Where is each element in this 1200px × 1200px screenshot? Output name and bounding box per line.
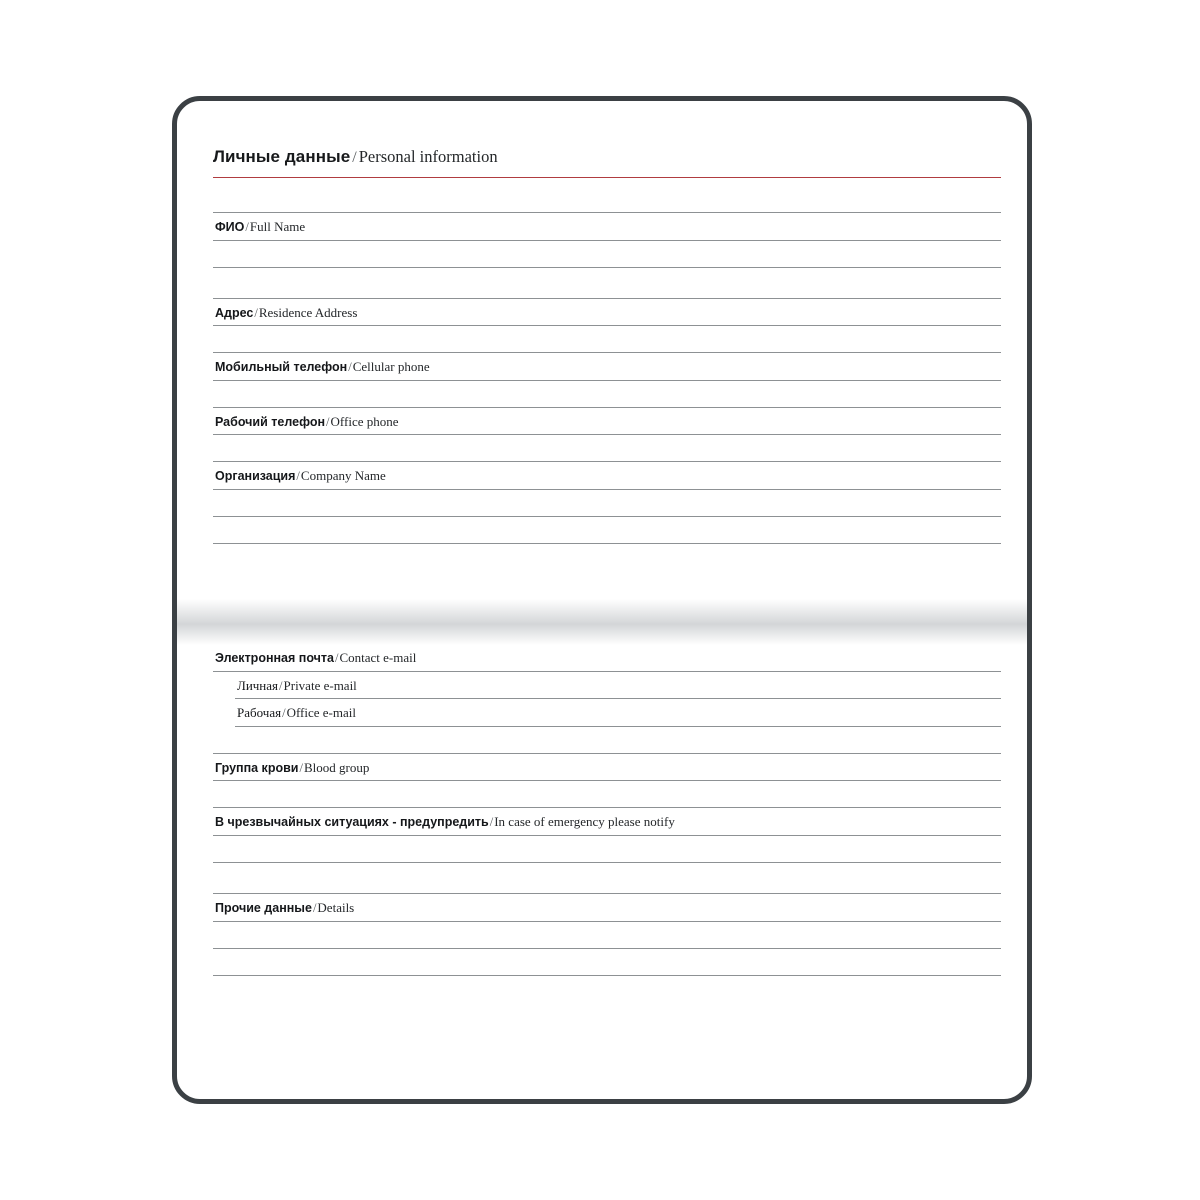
write-line[interactable] xyxy=(235,726,1001,727)
write-line[interactable] xyxy=(213,267,1001,268)
field-label-ru: Рабочий телефон xyxy=(215,414,326,429)
field-blood-group[interactable] xyxy=(213,753,1001,782)
field-label-separator: / xyxy=(489,815,494,830)
field-label-separator: / xyxy=(296,469,300,484)
write-line[interactable] xyxy=(213,325,1001,326)
field-label-ru: ФИО xyxy=(215,220,245,234)
page-title-ru: Личные данные xyxy=(213,147,351,166)
field-label-details xyxy=(213,894,1001,921)
field-label-en: Details xyxy=(317,899,355,915)
field-label-ru: Адрес xyxy=(215,305,254,320)
field-label-office-email xyxy=(213,699,1001,726)
field-label-ru: Организация xyxy=(215,469,296,484)
field-label-en: Cellular phone xyxy=(352,359,430,375)
page-title-separator: / xyxy=(352,149,357,166)
write-line[interactable] xyxy=(213,543,1001,544)
field-label-separator: / xyxy=(326,414,330,429)
page-title xyxy=(213,147,1001,174)
field-emergency-contact[interactable] xyxy=(213,807,1001,863)
field-label-separator: / xyxy=(334,650,339,665)
field-label-ru: Группа крови xyxy=(215,760,299,775)
field-label-en: Residence Address xyxy=(258,304,358,320)
field-label-separator: / xyxy=(282,706,286,721)
field-residence-address[interactable] xyxy=(213,298,1001,327)
field-label-blood-group xyxy=(213,754,1001,781)
field-label-emergency-contact xyxy=(213,808,1001,835)
field-label-ru: Личная xyxy=(237,677,279,693)
field-label-ru: В чрезвычайных ситуациях - предупредить xyxy=(215,815,489,830)
notebook-page xyxy=(172,96,1032,1104)
field-label-contact-email xyxy=(213,644,1001,671)
field-company-name[interactable] xyxy=(213,461,1001,544)
write-line[interactable] xyxy=(213,862,1001,863)
field-contact-email[interactable] xyxy=(213,644,1001,727)
field-label-full-name xyxy=(213,213,1001,240)
field-label-ru: Прочие данные xyxy=(215,900,312,915)
field-label-ru: Рабочая xyxy=(237,705,282,721)
field-office-phone[interactable] xyxy=(213,407,1001,436)
field-full-name[interactable] xyxy=(213,212,1001,268)
field-label-en: Contact e-mail xyxy=(339,649,417,665)
page-title-en: Personal information xyxy=(358,147,498,166)
field-label-ru: Электронная почта xyxy=(215,650,334,665)
field-label-en: Full Name xyxy=(249,219,306,234)
field-label-separator: / xyxy=(245,220,249,234)
field-label-cellular-phone xyxy=(213,353,1001,380)
field-label-separator: / xyxy=(279,678,283,693)
field-label-office-phone xyxy=(213,408,1001,435)
field-label-separator: / xyxy=(348,360,352,375)
field-label-en: Office phone xyxy=(330,413,399,429)
field-label-en: Company Name xyxy=(300,468,386,484)
field-label-en: Blood group xyxy=(303,759,370,775)
write-line[interactable] xyxy=(213,380,1001,381)
field-label-en: Office e-mail xyxy=(286,705,356,721)
field-label-separator: / xyxy=(254,305,258,320)
field-label-private-email xyxy=(213,672,1001,699)
field-details[interactable] xyxy=(213,893,1001,976)
write-line[interactable] xyxy=(213,975,1001,976)
field-label-en: In case of emergency please notify xyxy=(494,814,675,830)
field-label-separator: / xyxy=(299,760,303,775)
write-line[interactable] xyxy=(213,780,1001,781)
form-content xyxy=(213,147,1001,976)
field-cellular-phone[interactable] xyxy=(213,352,1001,381)
field-label-en: Private e-mail xyxy=(283,677,357,693)
field-label-company-name xyxy=(213,462,1001,489)
field-label-separator: / xyxy=(312,900,317,915)
field-label-ru: Мобильный телефон xyxy=(215,360,348,375)
field-label-residence-address xyxy=(213,299,1001,326)
write-line[interactable] xyxy=(213,434,1001,435)
